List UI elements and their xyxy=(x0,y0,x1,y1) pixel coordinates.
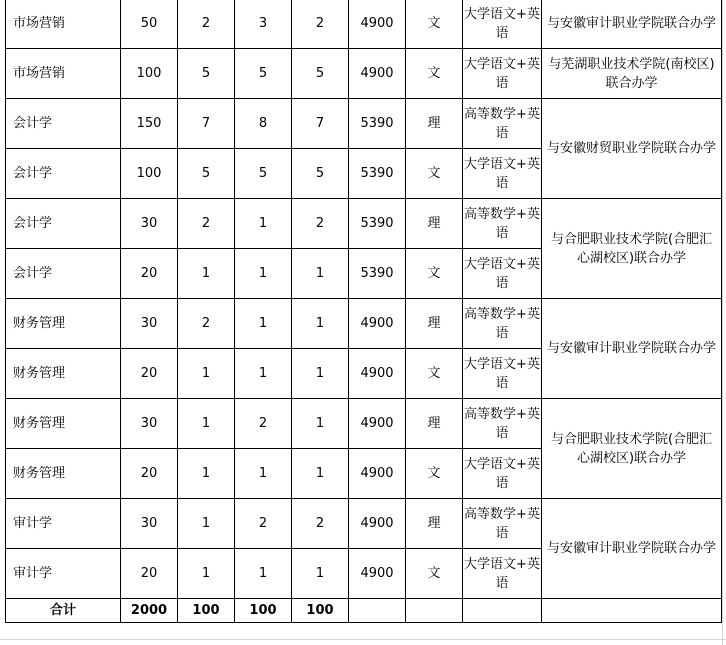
count-cell-1: 1 xyxy=(178,549,235,599)
category-cell: 文 xyxy=(406,49,463,99)
major-cell: 市场营销 xyxy=(6,0,121,49)
plan-count-cell: 150 xyxy=(121,99,178,149)
count-cell-2: 2 xyxy=(235,499,292,549)
category-cell: 文 xyxy=(406,349,463,399)
tuition-cell: 5390 xyxy=(349,149,406,199)
total-label: 合计 xyxy=(6,599,121,623)
exam-subjects-cell: 大学语文+英语 xyxy=(463,0,542,49)
table-row xyxy=(6,299,722,349)
exam-subjects-cell: 大学语文+英语 xyxy=(463,249,542,299)
plan-count-cell: 30 xyxy=(121,399,178,449)
plan-count-cell: 30 xyxy=(121,199,178,249)
plan-count-cell: 20 xyxy=(121,549,178,599)
total-empty-fee xyxy=(349,599,406,623)
joint-program-note-cell: 与安徽审计职业学院联合办学 xyxy=(542,499,722,599)
sheet-gridline-bottom xyxy=(0,639,726,640)
table-row xyxy=(6,49,722,99)
exam-subjects-cell: 高等数学+英语 xyxy=(463,199,542,249)
count-cell-1: 1 xyxy=(178,349,235,399)
count-cell-2: 1 xyxy=(235,199,292,249)
plan-count-cell: 100 xyxy=(121,149,178,199)
category-cell: 理 xyxy=(406,199,463,249)
category-cell: 文 xyxy=(406,149,463,199)
count-cell-2: 1 xyxy=(235,299,292,349)
count-cell-3: 5 xyxy=(292,49,349,99)
count-cell-3: 2 xyxy=(292,199,349,249)
exam-subjects-cell: 大学语文+英语 xyxy=(463,549,542,599)
count-cell-3: 2 xyxy=(292,0,349,49)
count-cell-1: 5 xyxy=(178,149,235,199)
total-count-3: 100 xyxy=(292,599,349,623)
category-cell: 理 xyxy=(406,299,463,349)
category-cell: 文 xyxy=(406,449,463,499)
table-row xyxy=(6,0,722,49)
table-row xyxy=(6,499,722,549)
major-cell: 财务管理 xyxy=(6,399,121,449)
count-cell-3: 1 xyxy=(292,299,349,349)
count-cell-3: 5 xyxy=(292,149,349,199)
major-cell: 会计学 xyxy=(6,199,121,249)
plan-count-cell: 30 xyxy=(121,499,178,549)
tuition-cell: 4900 xyxy=(349,549,406,599)
count-cell-1: 1 xyxy=(178,249,235,299)
total-count-2: 100 xyxy=(235,599,292,623)
tuition-cell: 5390 xyxy=(349,99,406,149)
exam-subjects-cell: 高等数学+英语 xyxy=(463,299,542,349)
count-cell-1: 1 xyxy=(178,449,235,499)
exam-subjects-cell: 高等数学+英语 xyxy=(463,499,542,549)
exam-subjects-cell: 大学语文+英语 xyxy=(463,49,542,99)
category-cell: 理 xyxy=(406,499,463,549)
total-empty-note xyxy=(542,599,722,623)
tuition-cell: 4900 xyxy=(349,349,406,399)
category-cell: 文 xyxy=(406,249,463,299)
sheet-gridline-right xyxy=(722,0,723,645)
category-cell: 文 xyxy=(406,0,463,49)
major-cell: 财务管理 xyxy=(6,449,121,499)
count-cell-3: 1 xyxy=(292,249,349,299)
count-cell-2: 2 xyxy=(235,399,292,449)
count-cell-3: 1 xyxy=(292,449,349,499)
total-empty-category xyxy=(406,599,463,623)
tuition-cell: 4900 xyxy=(349,299,406,349)
count-cell-1: 2 xyxy=(178,299,235,349)
joint-program-note-cell: 与合肥职业技术学院(合肥汇心湖校区)联合办学 xyxy=(542,199,722,299)
tuition-cell: 5390 xyxy=(349,199,406,249)
table-row xyxy=(6,399,722,449)
count-cell-1: 1 xyxy=(178,499,235,549)
category-cell: 理 xyxy=(406,399,463,449)
count-cell-1: 5 xyxy=(178,49,235,99)
count-cell-2: 5 xyxy=(235,49,292,99)
count-cell-2: 8 xyxy=(235,99,292,149)
major-cell: 会计学 xyxy=(6,249,121,299)
count-cell-3: 1 xyxy=(292,399,349,449)
exam-subjects-cell: 大学语文+英语 xyxy=(463,449,542,499)
tuition-cell: 4900 xyxy=(349,399,406,449)
plan-count-cell: 20 xyxy=(121,349,178,399)
joint-program-note-cell: 与合肥职业技术学院(合肥汇心湖校区)联合办学 xyxy=(542,399,722,499)
category-cell: 文 xyxy=(406,549,463,599)
major-cell: 财务管理 xyxy=(6,349,121,399)
major-cell: 审计学 xyxy=(6,499,121,549)
major-cell: 会计学 xyxy=(6,99,121,149)
exam-subjects-cell: 大学语文+英语 xyxy=(463,349,542,399)
plan-count-cell: 20 xyxy=(121,249,178,299)
major-cell: 审计学 xyxy=(6,549,121,599)
plan-count-cell: 100 xyxy=(121,49,178,99)
count-cell-3: 1 xyxy=(292,549,349,599)
count-cell-3: 1 xyxy=(292,349,349,399)
count-cell-3: 7 xyxy=(292,99,349,149)
count-cell-2: 1 xyxy=(235,449,292,499)
count-cell-1: 1 xyxy=(178,399,235,449)
joint-program-note-cell: 与芜湖职业技术学院(南校区)联合办学 xyxy=(542,49,722,99)
tuition-cell: 5390 xyxy=(349,249,406,299)
exam-subjects-cell: 大学语文+英语 xyxy=(463,149,542,199)
count-cell-1: 2 xyxy=(178,199,235,249)
plan-count-cell: 30 xyxy=(121,299,178,349)
count-cell-2: 5 xyxy=(235,149,292,199)
joint-program-note-cell: 与安徽审计职业学院联合办学 xyxy=(542,299,722,399)
table-row xyxy=(6,199,722,249)
count-cell-1: 2 xyxy=(178,0,235,49)
total-empty-exam xyxy=(463,599,542,623)
plan-count-cell: 50 xyxy=(121,0,178,49)
major-cell: 财务管理 xyxy=(6,299,121,349)
enrollment-table xyxy=(5,0,722,623)
joint-program-note-cell: 与安徽财贸职业学院联合办学 xyxy=(542,99,722,199)
major-cell: 会计学 xyxy=(6,149,121,199)
category-cell: 理 xyxy=(406,99,463,149)
tuition-cell: 4900 xyxy=(349,49,406,99)
total-row xyxy=(6,599,722,623)
tuition-cell: 4900 xyxy=(349,449,406,499)
exam-subjects-cell: 高等数学+英语 xyxy=(463,399,542,449)
count-cell-2: 1 xyxy=(235,349,292,399)
total-count-1: 100 xyxy=(178,599,235,623)
total-plan: 2000 xyxy=(121,599,178,623)
count-cell-2: 1 xyxy=(235,249,292,299)
count-cell-3: 2 xyxy=(292,499,349,549)
table-row xyxy=(6,99,722,149)
exam-subjects-cell: 高等数学+英语 xyxy=(463,99,542,149)
tuition-cell: 4900 xyxy=(349,499,406,549)
count-cell-2: 1 xyxy=(235,549,292,599)
major-cell: 市场营销 xyxy=(6,49,121,99)
count-cell-2: 3 xyxy=(235,0,292,49)
joint-program-note-cell: 与安徽审计职业学院联合办学 xyxy=(542,0,722,49)
tuition-cell: 4900 xyxy=(349,0,406,49)
plan-count-cell: 20 xyxy=(121,449,178,499)
count-cell-1: 7 xyxy=(178,99,235,149)
